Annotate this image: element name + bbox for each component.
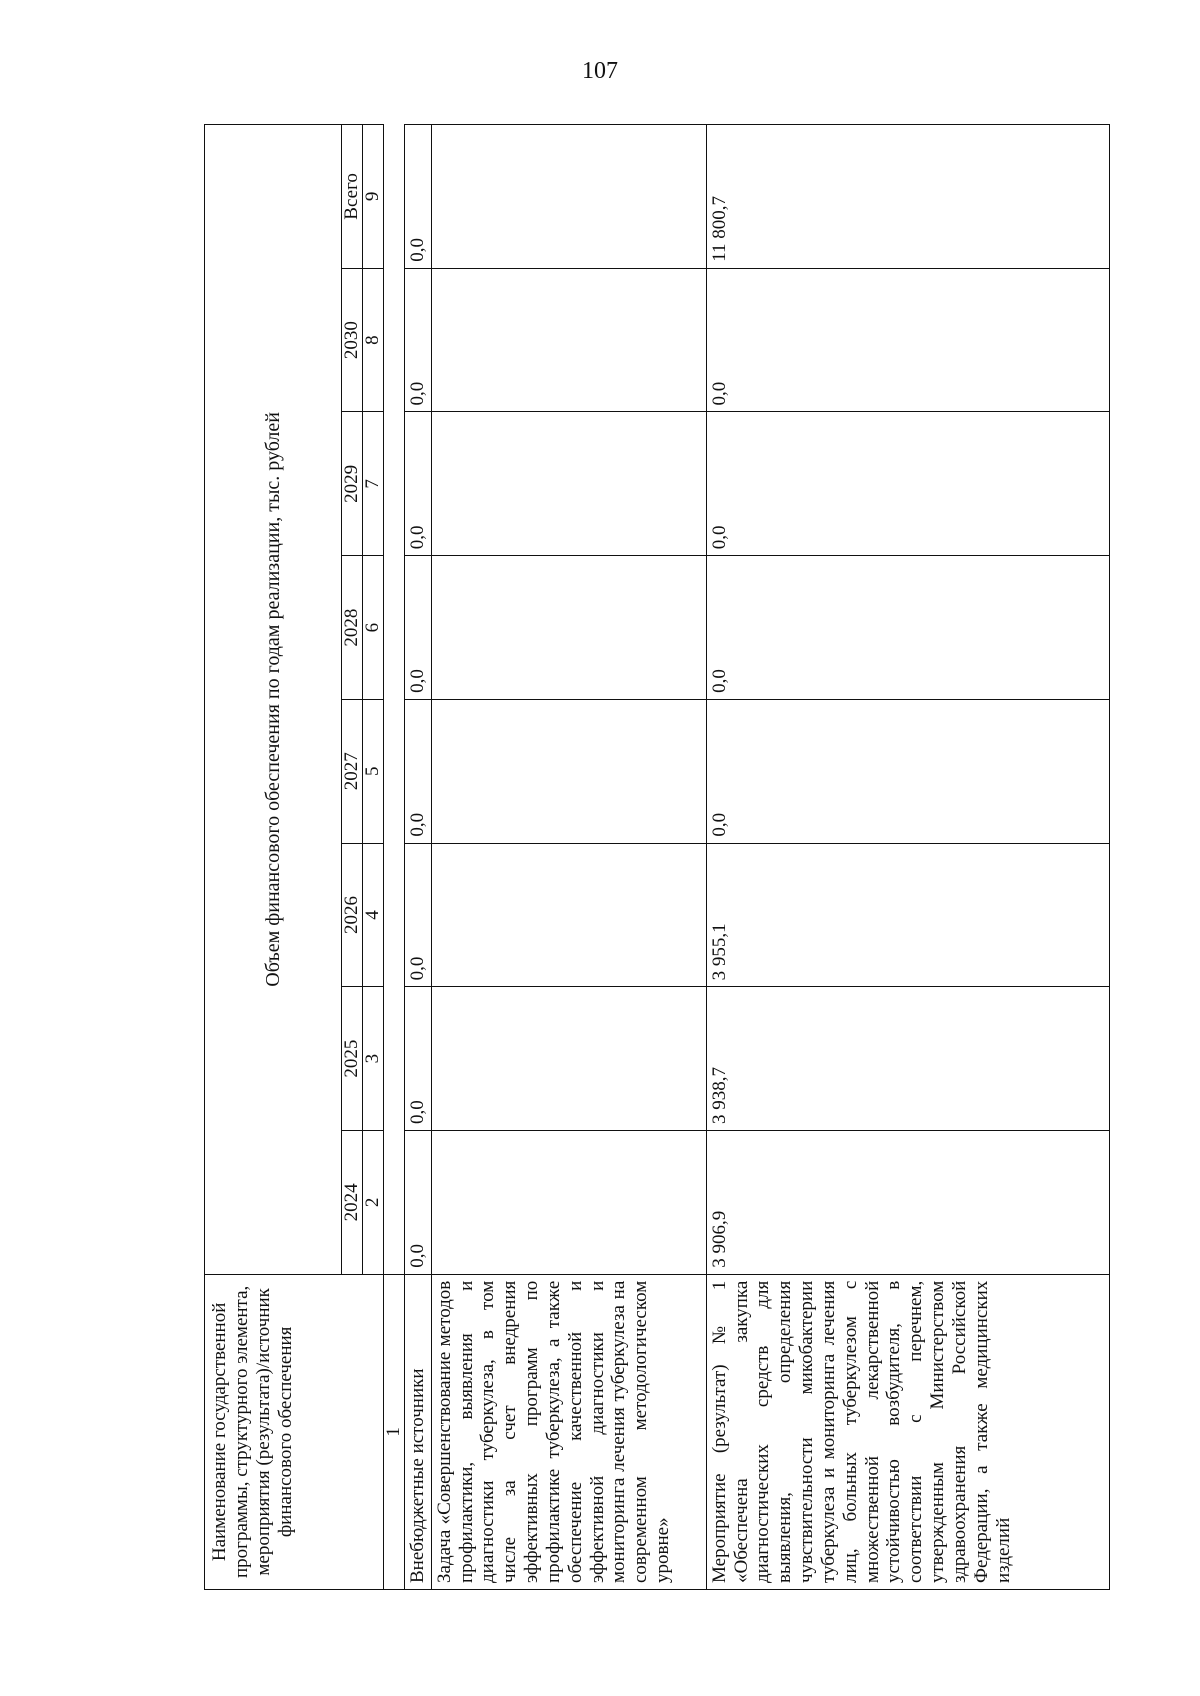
row-value (431, 843, 706, 987)
row-value: 11 800,7 (706, 125, 1109, 269)
row-value: 0,0 (404, 843, 431, 987)
header-year: 2030 (342, 268, 363, 412)
row-value: 0,0 (404, 699, 431, 843)
header-name-column (205, 1274, 384, 1589)
page-number: 107 (582, 58, 618, 84)
column-number: 5 (362, 699, 383, 843)
column-number: 3 (362, 987, 383, 1131)
row-value: 0,0 (404, 1131, 431, 1275)
header-name-text: Наименование государственной программы, структурного элемента, мероприятия (результата)/источник финансового обеспечения (209, 1285, 296, 1578)
header-total: Всего (342, 125, 363, 269)
table-row (404, 125, 431, 1590)
column-number: 2 (362, 1131, 383, 1275)
header-year: 2025 (342, 987, 363, 1131)
row-value: 0,0 (706, 699, 1109, 843)
column-number: 9 (362, 125, 383, 269)
row-value (431, 987, 706, 1131)
column-number: 4 (362, 843, 383, 987)
column-number: 6 (362, 556, 383, 700)
row-value (431, 1131, 706, 1275)
column-number-first: 1 (383, 1274, 404, 1589)
row-value: 3 906,9 (706, 1131, 1109, 1275)
header-year: 2026 (342, 843, 363, 987)
row-value: 3 955,1 (706, 843, 1109, 987)
row-value (431, 556, 706, 700)
header-group-title: Объем финансового обеспечения по годам реализации, тыс. рублей (205, 125, 342, 1275)
row-value: 0,0 (404, 987, 431, 1131)
column-number: 7 (362, 412, 383, 556)
row-name: Мероприятие (результат) № 1 «Обеспечена закупка диагностических средств для выявления, определения чувствительности микобактерии туберкулеза и мониторинга лечения лиц, больных туберкулезом с множественной лекарственной устойчивостью возбудителя, в соответствии с перечнем, утвержденным Министерством здравоохранения Российской Федерации, а также медицинских изделий (706, 1274, 1109, 1589)
header-year: 2024 (342, 1131, 363, 1275)
row-value: 0,0 (404, 268, 431, 412)
row-value: 0,0 (706, 412, 1109, 556)
financing-table (204, 124, 1110, 1590)
row-value (431, 125, 706, 269)
table-row (431, 125, 706, 1590)
row-value (431, 268, 706, 412)
header-year: 2028 (342, 556, 363, 700)
row-value: 0,0 (404, 125, 431, 269)
column-number-row (383, 125, 404, 1590)
column-number-spacer (383, 125, 404, 1275)
row-name: Задача «Совершенствование методов профилактики, выявления и диагностики туберкулеза, в том числе за счет внедрения эффективных программ по профилактике туберкулеза, а также обеспечение качественной и эффективной диагностики и мониторинга лечения туберкулеза на современном методологическом уровне» (431, 1274, 706, 1589)
rotated-content (204, 124, 1114, 1590)
row-value: 0,0 (706, 268, 1109, 412)
row-name: Внебюджетные источники (404, 1274, 431, 1589)
row-value (431, 699, 706, 843)
table-row (706, 125, 1109, 1590)
column-number: 8 (362, 268, 383, 412)
rotated-table-area (204, 124, 1114, 1590)
row-value: 3 938,7 (706, 987, 1109, 1131)
row-value: 0,0 (706, 556, 1109, 700)
header-row-titles (205, 125, 342, 1590)
row-value: 0,0 (404, 412, 431, 556)
header-year: 2027 (342, 699, 363, 843)
row-value (431, 412, 706, 556)
header-year: 2029 (342, 412, 363, 556)
row-value: 0,0 (404, 556, 431, 700)
